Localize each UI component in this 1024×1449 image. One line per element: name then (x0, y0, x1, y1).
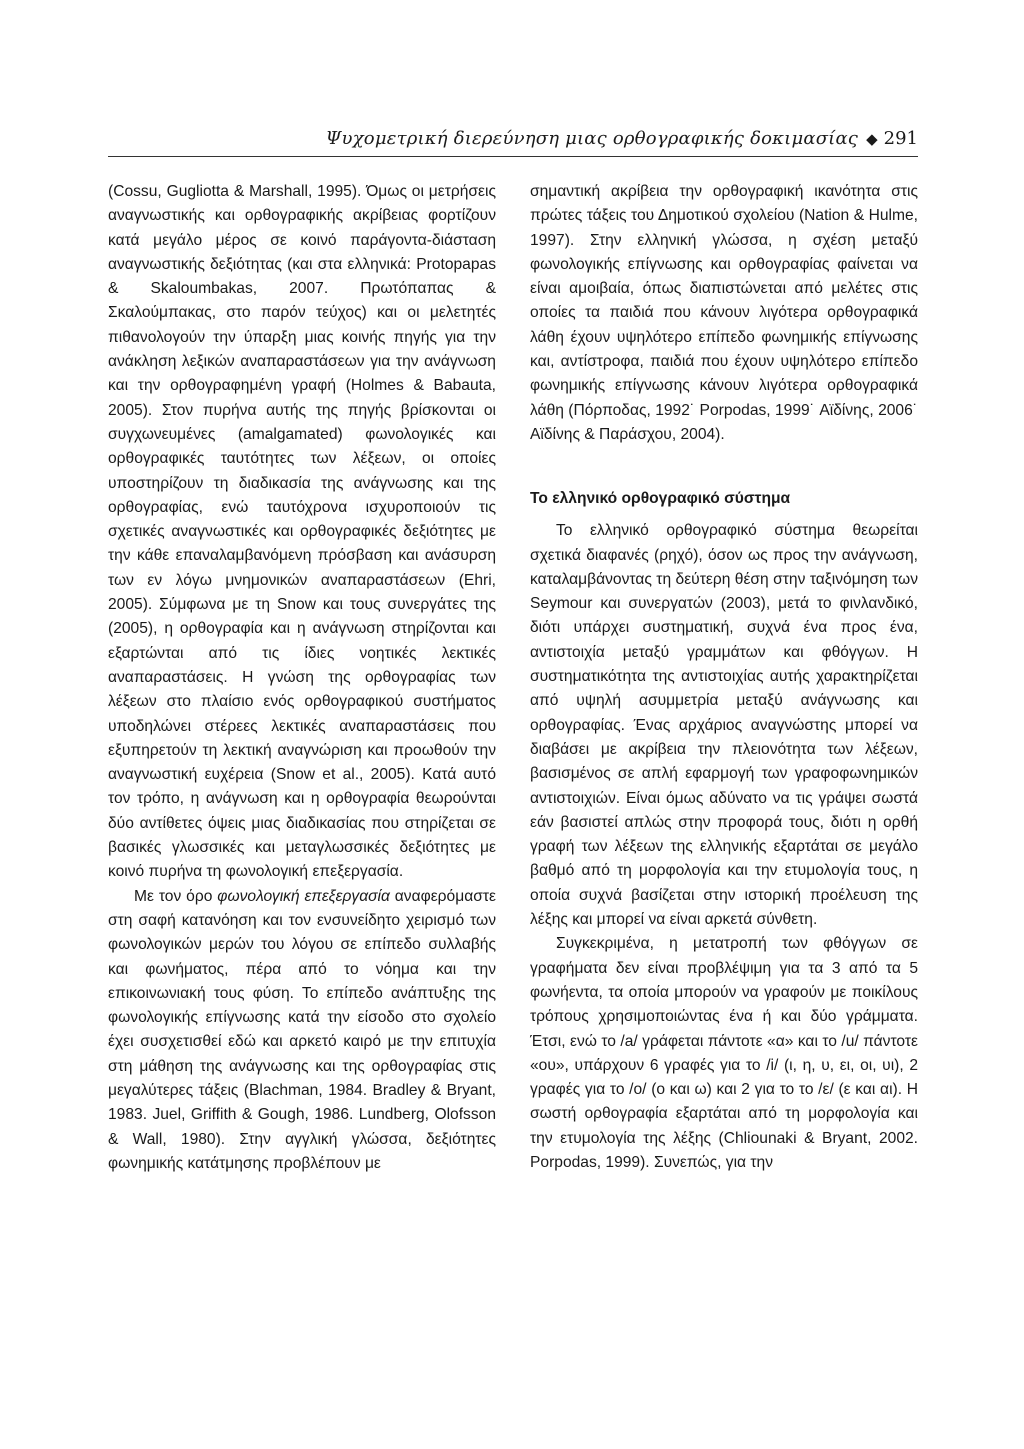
section-heading: Το ελληνικό ορθογραφικό σύστημα (530, 490, 791, 508)
header-title: Ψυχομετρική διερεύνηση μιας ορθογραφικής δοκιμασίας (325, 128, 859, 149)
right-column (530, 180, 918, 1175)
left-column (108, 180, 496, 1176)
paragraph: Συγκεκριμένα, η μετατροπή των φθόγγων σε γραφήματα δεν είναι προβλέψιμη για τα 3 από τα 5 φωνήεντα, τα οποία μπορούν να γραφούν με ποικίλους τρόπους χρησιμοποιώντας ένα ή και δύο γράμματα. Έτσι, ενώ το /a/ γράφεται πάντοτε «α» και το /u/ πάντοτε «ου», υπάρχουν 6 γραφές για το /i/ (ι, η, υ, ει, οι, υι), 2 γραφές για το /o/ (ο και ω) και 2 για το το /ε/ (ε και αι). Η σωστή ορθογραφία εξαρτάται από τη μορφολογία και την ετυμολογία της λέξης (Chliounaki & Bryant, 2002. Porpodas, 1999). Συνεπώς, για την (530, 935, 918, 1171)
paragraph (108, 885, 496, 1177)
paragraph: Το ελληνικό ορθογραφικό σύστημα θεωρείται σχετικά διαφανές (ρηχό), όσον ως προς την ανάγνωση, καταλαμβάνοντας τη δεύτερη θέση στην ταξινόμηση των Seymour και συνεργατών (2003), μετά το φινλανδικό, διότι υπάρχει συστηματική, συχνά ένα προς ένα, αντιστοιχία μεταξύ γραμμάτων και φθόγγων. Η συστηματικότητα της αντιστοιχίας αυτής χαρακτηρίζεται από υψηλή ασυμμετρία μεταξύ ανάγνωσης και ορθογραφίας. Ένας αρχάριος αναγνώστης μπορεί να διαβάσει με ακρίβεια την πλειονότητα των λέξεων, βασισμένος σε απλή εφαρμογή των γραφοφωνημικών αντιστοιχιών. Είναι όμως αδύνατο να τις γράψει σωστά εάν βασιστεί απλώς στην προφορά τους, διότι η ορθή γραφή των λέξεων της ελληνικής εξαρτάται σε μεγάλο βαθμό από τη μορφολογία και την ετυμολογία τους, η οποία συχνά βασίζεται στην ιστορική προέλευση της λέξης και μπορεί να είναι αρκετά σύνθετη. (530, 522, 918, 929)
term-emphasis: φωνολογική επεξεργασία (217, 887, 390, 905)
running-header (108, 124, 918, 157)
paragraph-text: αναφερόμαστε στη σαφή κατανόηση και τον ενσυνείδητο χειρισμό των φωνολογικών μερών του λόγου σε επίπεδο συλλαβής και φωνήματος, πέρα από το νόημα και την επικοινωνιακή τους φύση. Το επίπεδο ανάπτυξης της φωνολογικής επίγνωσης κατά την είσοδο στο σχολείο έχει συσχετισθεί εδώ και αρκετό καιρό με την επιτυχία στη μάθηση της ανάγνωσης και της ορθογραφίας στις μεγαλύτερες τάξεις (Blachman, 1984. Bradley & Bryant, 1983. Juel, Griffith & Gough, 1986. Lundberg, Olofsson & Wall, 1980). Στην αγγλική γλώσσα, δεξιότητες φωνημικής κατάτμησης προβλέπουν με (108, 887, 496, 1172)
paragraph: σημαντική ακρίβεια την ορθογραφική ικανότητα στις πρώτες τάξεις του Δημοτικού σχολείου (Nation & Hulme, 1997). Στην ελληνική γλώσσα, η σχέση μεταξύ φωνολογικής επίγνωσης και ορθογραφίας φαίνεται να είναι αμοιβαία, όπως διαπιστώνεται από μελέτες στις οποίες τα παιδιά που κάνουν λιγότερα ορθογραφικά λάθη έχουν υψηλότερο επίπεδο φωνημικής επίγνωσης και, αντίστροφα, παιδιά που έχουν υψηλότερο επίπεδο φωνημικής επίγνωσης κάνουν λιγότερα ορθογραφικά λάθη (Πόρποδας, 1992˙ Porpodas, 1999˙ Αϊδίνης, 2006˙ Αϊδίνης & Παράσχου, 2004). (530, 183, 918, 443)
paragraph: (Cossu, Gugliotta & Marshall, 1995). Όμως οι μετρήσεις αναγνωστικής και ορθογραφικής ακρίβειας φορτίζουν κατά μεγάλο μέρος σε κοινό παράγοντα-διάσταση αναγνωστικής δεξιότητας (και στα ελληνικά: Protopapas & Skaloumbakas, 2007. Πρωτόπαπας & Σκαλούμπακας, στο παρόν τεύχος) και οι μελετητές πιθανολογούν την ύπαρξη μιας κοινής πηγής για την ανάκληση λεξικών αναπαραστάσεων για την ανάγνωση και την ορθογραφημένη γραφή (Holmes & Babauta, 2005). Στον πυρήνα αυτής της πηγής βρίσκονται οι συγχωνευμένες (amalgamated) φωνολογικές και ορθογραφικές ταυτότητες των λέξεων, οι οποίες υποστηρίζουν τη διαδικασία της ανάγνωσης και της ορθογραφίας, ενώ ταυτόχρονα ισχυροποιούν τις σχετικές αναγνωστικές και ορθογραφικές δεξιότητες με την κάθε επαναλαμβανόμενη πρόσβαση και ανάσυρση των εν λόγω μνημονικών αναπαραστάσεων (Ehri, 2005). Σύμφωνα με τη Snow και τους συνεργάτες της (2005), η ορθογραφία και η ανάγνωση στηρίζονται και εξαρτώνται από τις ίδιες νοητικές λεκτικές αναπαραστάσεις. Η γνώση της ορθογραφίας των λέξεων στο πλαίσιο ενός ορθογραφικού συστήματος υποδηλώνει στέρεες λεκτικές αναπαραστάσεις που εξυπηρετούν τη λεκτική αναγνώριση και προωθούν την αναγνωστική ευχέρεια (Snow et al., 2005). Κατά αυτό τον τρόπο, η ανάγνωση και η ορθογραφία θεωρούνται δύο αντίθετες όψεις μιας διαδικασίας που στηρίζεται σε βασικές γλωσσικές και μεταγλωσσικές δεξιότητες με κοινό πυρήνα τη φωνολογική επεξεργασία. (108, 183, 496, 881)
paragraph-text: Με τον όρο (134, 887, 218, 905)
diamond-icon: ◆ (866, 130, 878, 148)
page-number: 291 (883, 128, 918, 149)
